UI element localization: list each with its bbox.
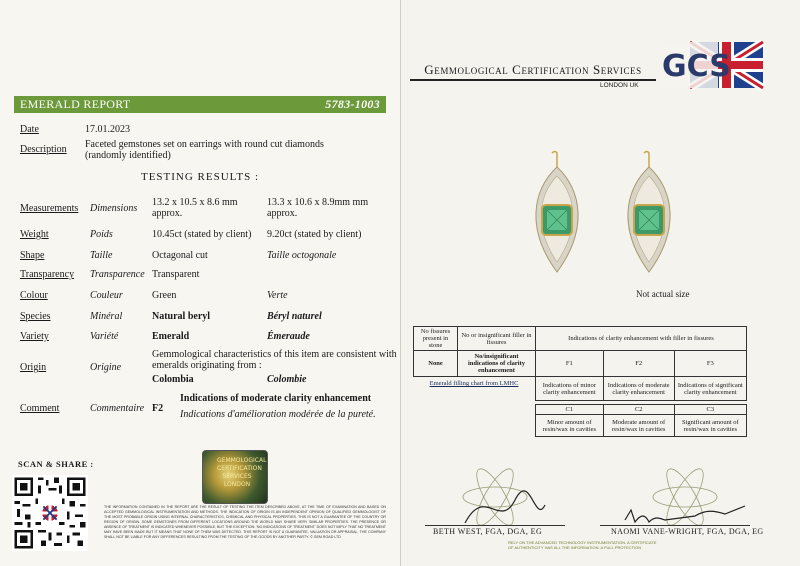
origin-value-fr: Colombie [267, 374, 307, 385]
table-header-no-filler: No or insignificant filler in fissures [458, 327, 536, 351]
table-cell-f3: F3 [674, 351, 746, 377]
origin-text-line1: Gemmological characteristics of this item are consistent with [152, 349, 397, 360]
comment-value-fr: Indications d'amélioration modérée de la pureté. [180, 409, 376, 420]
table-cell-c3-desc: Significant amount of resin/wax in cavities [674, 415, 746, 437]
signature-2-line [600, 525, 750, 526]
description-value-line1: Faceted gemstones set on earrings with round cut diamonds [85, 139, 324, 150]
signature-footnote: RELY ON THE ADVANCED TECHNOLOGY INSTRUMENTATION. A CERTIFICATE OF AUTHENTICITY HAS ALL THE INFORMATION. A FULL PROTECTION [508, 540, 657, 550]
comment-label: Comment [20, 403, 60, 414]
signature-1-line [425, 525, 565, 526]
testing-results-heading: TESTING RESULTS : [140, 171, 260, 183]
table-cell-c2: C2 [603, 405, 674, 415]
signer-2-name: NAOMI VANE-WRIGHT, FGA, DGA, EG [611, 527, 764, 536]
table-cell-c3: C3 [674, 405, 746, 415]
scan-share-label: SCAN & SHARE : [18, 459, 94, 469]
variety-label-fr: Variété [90, 331, 119, 342]
header-rule [410, 79, 656, 81]
table-cell-none: None [414, 351, 458, 377]
table-header-clarity: Indications of clarity enhancement with filler in fissures [536, 327, 747, 351]
shape-value: Octagonal cut [152, 250, 208, 261]
species-label: Species [20, 311, 51, 322]
table-cell-c2-desc: Moderate amount of resin/wax in cavities [603, 415, 674, 437]
table-cell-c1: C1 [536, 405, 604, 415]
measurements-value1-line1: 13.2 x 10.5 x 8.6 mm [152, 197, 238, 208]
table-header-no-fissures: No fissures present in stone [414, 327, 458, 351]
comment-code: F2 [152, 403, 164, 414]
lab-location: LONDON UK [600, 82, 639, 89]
comment-label-fr: Commentaire [90, 403, 145, 414]
measurements-value2-line1: 13.3 x 10.6 x 8.9mm mm [267, 197, 369, 208]
weight-value1: 10.45ct (stated by client) [152, 229, 252, 240]
shape-value-fr: Taille octogonale [267, 250, 337, 261]
transparency-label: Transparency [20, 269, 75, 280]
table-cell-f1-desc: Indications of minor clarity enhancement [536, 377, 604, 401]
measurements-label: Measurements [20, 203, 79, 214]
photo-caption: Not actual size [636, 289, 690, 299]
gcs-union-flag-logo [660, 40, 765, 90]
table-cell-c1-desc: Minor amount of resin/wax in cavities [536, 415, 604, 437]
lab-name-header: Gemmological Certification Services [424, 62, 642, 77]
logo-text: GCS [662, 49, 731, 84]
measurements-value1-line2: approx. [152, 208, 183, 219]
date-label: Date [20, 124, 39, 135]
hologram-text: GEMMOLOGICAL CERTIFICATION SERVICES LONDON [217, 457, 267, 488]
table-cell-f1: F1 [536, 351, 604, 377]
comment-value: Indications of moderate clarity enhancement [180, 393, 372, 404]
colour-label-fr: Couleur [90, 290, 123, 301]
disclaimer-text: THE INFORMATION CONTAINED IN THE REPORT ARE THE RESULT OF TESTING THE ITEM DESCRIBED ABOVE, AT THE TIME OF EXAMINATION AND BASED ON ACCEPTED GEMMOLOGICAL INSTRUMENTATION AND METHODS. THE INDICATION OF ORIGIN IS AN INDEPENDENT OPINION OF QUALIFIED GEMMOLOGIST OF THE MOST PROBABLE ORIGIN USING INTERNAL CHARACTERISTICS, CHEMICAL AND PHYSICAL PROPERTIES. THIS IS NOT A GUARANTEE OF THE COUNTRY OR REGION OF ORIGIN. SOME GEMSTONES FROM DIFFERENT LOCATIONS AROUND THE WORLD MAY SHARE VERY SIMILAR PROPERTIES. THE PRESENCE OR ABSENCE OF TREATMENT IS INDICATED WHENEVER POSSIBLE, BUT THE EXCEPTION: 'NO INDICATIONS OF TREATMENT' DOES NOT IMPLY THAT NO TREATMENT MAY HAVE BEEN MADE BUT IT MEANS THAT NONE OF THEM WAS DETECTED. THIS REPORT IS NOT A GUARANTEE, VALUATION OR APPRAISAL. THE COMPANY SHALL NOT BE LIABLE FOR ANY DIFFERENCES RESULTING FROM THE TESTING OF THE GOODS BY ANOTHER PARTY. © GEM ROAD LTD [104, 505, 386, 539]
report-number: 5783-1003 [325, 97, 380, 111]
colour-value: Green [152, 290, 177, 301]
description-value-line2: (randomly identified) [85, 150, 171, 161]
species-label-fr: Minéral [90, 311, 123, 322]
variety-value: Emerald [152, 331, 190, 342]
earrings-photo [530, 150, 680, 280]
table-cell-no-indications: No/insignificant indications of clarity enhancement [458, 351, 536, 377]
table-cell-f3-desc: Indications of significant clarity enhancement [674, 377, 746, 401]
shape-label-fr: Taille [90, 250, 113, 261]
transparency-label-fr: Transparence [90, 269, 145, 280]
shape-label: Shape [20, 250, 45, 261]
table-cell-f2-desc: Indications of moderate clarity enhancement [603, 377, 674, 401]
date-value: 17.01.2023 [85, 124, 130, 135]
origin-label-fr: Origine [90, 362, 122, 373]
weight-label-fr: Poids [90, 229, 113, 240]
variety-label: Variety [20, 331, 49, 342]
colour-value-fr: Verte [267, 290, 288, 301]
origin-text-line2: emeralds originating from : [152, 360, 262, 371]
weight-label: Weight [20, 229, 49, 240]
origin-label: Origin [20, 362, 47, 373]
weight-value2: 9.20ct (stated by client) [267, 229, 362, 240]
variety-value-fr: Émeraude [267, 331, 310, 342]
measurements-value2-line2: approx. [267, 208, 298, 219]
emerald-filling-chart-link[interactable]: Emerald filling chart from LMHC [429, 380, 519, 387]
description-label: Description [20, 144, 67, 155]
species-value-fr: Béryl naturel [267, 311, 322, 322]
security-hologram [202, 450, 268, 504]
signer-1-name: BETH WEST, FGA, DGA, EG [433, 527, 543, 536]
colour-label: Colour [20, 290, 48, 301]
report-title: EMERALD REPORT [20, 97, 131, 111]
measurements-label-fr: Dimensions [90, 203, 138, 214]
origin-value: Colombia [152, 374, 194, 385]
report-title-bar [14, 96, 386, 113]
transparency-value: Transparent [152, 269, 200, 280]
table-cell-f2: F2 [603, 351, 674, 377]
species-value: Natural beryl [152, 311, 211, 322]
qr-code[interactable] [12, 475, 88, 551]
